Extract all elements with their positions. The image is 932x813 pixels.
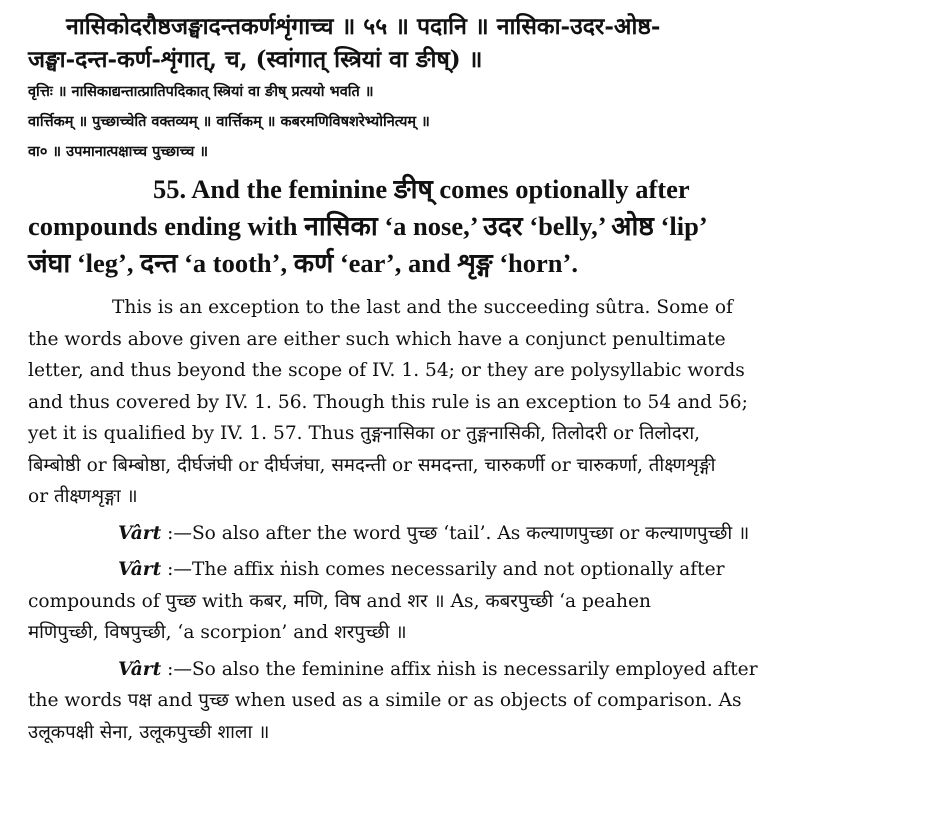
- translation-text-1: 55. And the feminine ङीष् comes optionally after: [153, 174, 690, 204]
- commentary-line-2: the words above given are either such which have a conjunct penultimate: [28, 328, 726, 350]
- va-line: वा० ॥ उपमानात्पक्षाच्च पुच्छाच्च ॥: [28, 143, 209, 160]
- vart-2-text-1: The affix ṅish comes necessarily and not optionally after: [191, 559, 725, 580]
- vart-1-block: [28, 518, 904, 550]
- vart-3-line-1: Vârt :—So also the feminine affix ṅish is necessarily employed after: [118, 658, 758, 680]
- vart-3-line-3: उलूकपक्षी सेना, उलूकपुच्छी शाला ॥: [28, 721, 270, 743]
- vart-1-line: Vârt :—So also after the word पुच्छ ‘tail’. As कल्याणपुच्छा or कल्याणपुच्छी ॥: [118, 522, 750, 544]
- vart-3-text-1: So also the feminine affix ṅish is necessarily employed after: [191, 658, 758, 680]
- translation-block: [28, 171, 904, 282]
- commentary-line-5: yet it is qualified by IV. 1. 57. Thus तुङ्गनासिका or तुङ्गनासिकी, तिलोदरी or तिलोदरा,: [28, 423, 701, 444]
- sutra-text-1: नासिकोदरौष्ठजङ्घादन्तकर्णशृंगाच्च ॥ ५५ ॥ पदानि ॥ नासिका-उदर-ओष्ठ-: [66, 13, 661, 40]
- vritti-line: वृत्तिः ॥ नासिकाद्यन्तात्प्रातिपदिकात् स्त्रियां वा ङीष् प्रत्ययो भवति ॥: [28, 83, 374, 100]
- commentary-text-1: This is an exception to the last and the succeeding sûtra. Some of: [112, 297, 733, 318]
- vart-label: Vârt: [118, 522, 162, 544]
- sutra-block: [28, 10, 904, 76]
- vart-label: Vârt: [118, 658, 162, 680]
- commentary-line-1: [28, 292, 904, 324]
- vart-1-text: So also after the word पुच्छ ‘tail’. As कल्याणपुच्छा or कल्याणपुच्छी ॥: [191, 522, 750, 544]
- vart-2-line-3: मणिपुच्छी, विषपुच्छी, ‘a scorpion’ and शरपुच्छी ॥: [28, 622, 407, 643]
- vartika-line: वार्त्तिकम् ॥ पुच्छाच्चेति वक्तव्यम् ॥ वार्त्तिकम् ॥ कबरमणिविषशरेभ्योनित्यम् ॥: [28, 113, 430, 130]
- vart-3-line-2: the words पक्ष and पुच्छ when used as a simile or as objects of comparison. As: [28, 690, 742, 711]
- vart-3-block: [28, 654, 904, 749]
- vart-2-line-2: compounds of पुच्छ with कबर, मणि, विष and शर ॥ As, कबरपुच्छी ‘a peahen: [28, 590, 651, 612]
- sutra-line-1: [28, 10, 904, 43]
- translation-line-2: compounds ending with नासिका ‘a nose,’ उदर ‘belly,’ ओष्ठ ‘lip’: [28, 211, 708, 241]
- vart-2-block: [28, 554, 904, 649]
- commentary-line-7: or तीक्ष्णशृङ्गा ॥: [28, 486, 138, 507]
- vart-label: Vârt: [118, 559, 162, 580]
- vart-2-line-1: Vârt :—The affix ṅish comes necessarily and not optionally after: [118, 559, 725, 580]
- commentary-line-3: letter, and thus beyond the scope of IV. 1. 54; or they are polysyllabic words: [28, 360, 745, 381]
- translation-line-3: जंघा ‘leg’, दन्त ‘a tooth’, कर्ण ‘ear’, and शृङ्ग ‘horn’.: [28, 248, 578, 278]
- commentary-line-4: and thus covered by IV. 1. 56. Though this rule is an exception to 54 and 56;: [28, 391, 748, 413]
- translation-line-1: [28, 171, 904, 208]
- commentary-block: [28, 292, 904, 513]
- commentary-line-6: बिम्बोष्ठी or बिम्बोष्ठा, दीर्घजंघी or दीर्घजंघा, समदन्ती or समदन्ता, चारुकर्णी or चारुकर्णा, तीक्ष्णशृङ्गी: [28, 454, 716, 476]
- sutra-line-2: जङ्घा-दन्त-कर्ण-शृंगात्, च, (स्वांगात् स्त्रियां वा ङीष्) ॥: [28, 46, 483, 73]
